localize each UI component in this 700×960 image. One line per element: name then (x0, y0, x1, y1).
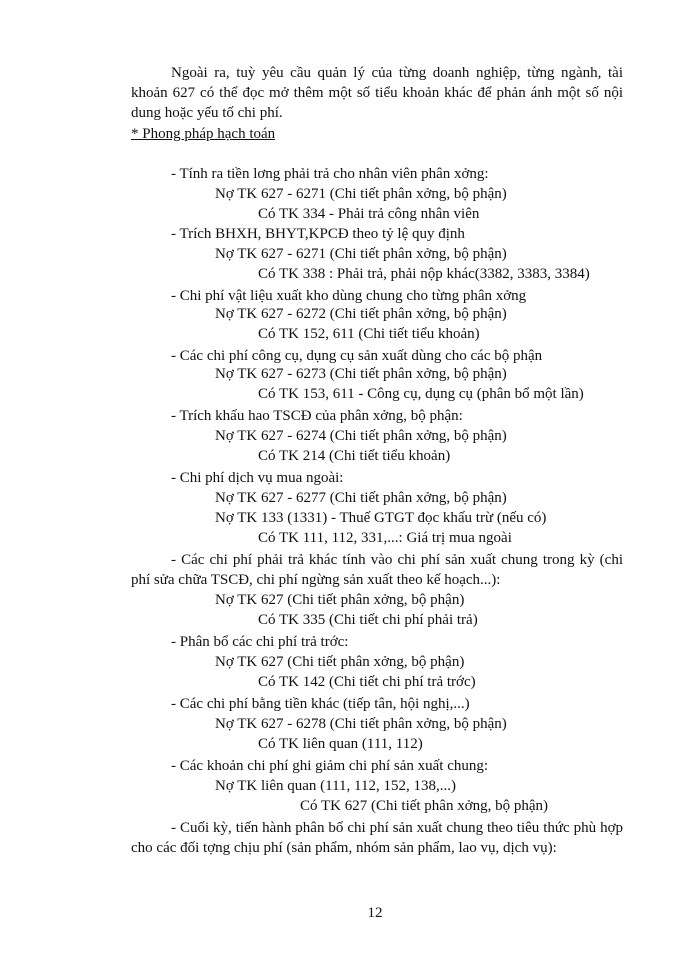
entry-line: Nợ TK 627 - 6274 (Chi tiết phân xởng, bộ phận) (215, 428, 507, 444)
entry-line: - Các chi phí bằng tiền khác (tiếp tân, hội nghị,...) (171, 696, 470, 712)
paragraph-accrued-costs: - Các chi phí phải trả khác tính vào chi phí sản xuất chung trong kỳ (chi phí sửa chữa TSCĐ, chi phí ngừng sản xuất theo kế hoạch...): (131, 552, 623, 588)
entry-line: Có TK 142 (Chi tiết chi phí trả trớc) (258, 674, 476, 690)
entry-line: Nợ TK 627 - 6271 (Chi tiết phân xởng, bộ phận) (215, 246, 507, 262)
entry-line: Nợ TK liên quan (111, 112, 152, 138,...) (215, 778, 456, 794)
entry-line: Nợ TK 627 (Chi tiết phân xởng, bộ phận) (215, 592, 465, 608)
entry-line: - Các khoản chi phí ghi giảm chi phí sản xuất chung: (171, 758, 489, 774)
section-heading: * Phong pháp hạch toán (131, 126, 276, 142)
entry-line: - Các chi phí công cụ, dụng cụ sản xuất dùng cho các bộ phận (171, 348, 543, 364)
paragraph-period-end: - Cuối kỳ, tiến hành phân bổ chi phí sản xuất chung theo tiêu thức phù hợp cho các đối tợng chịu phí (sản phẩm, nhóm sản phẩm, lao vụ, dịch vụ): (131, 820, 623, 856)
entry-line: Nợ TK 627 (Chi tiết phân xởng, bộ phận) (215, 654, 465, 670)
entry-line: Có TK 334 - Phải trả công nhân viên (258, 206, 480, 222)
entry-line: Nợ TK 133 (1331) - Thuế GTGT đọc khấu trừ (nếu có) (215, 510, 547, 526)
intro-paragraph: Ngoài ra, tuỳ yêu cầu quản lý của từng doanh nghiệp, từng ngành, tài khoản 627 có thể đọc mở thêm một số tiểu khoản khác để phản ánh một số nội dung hoặc yếu tố chi phí. (131, 65, 623, 121)
entry-line: Có TK 152, 611 (Chi tiết tiểu khoản) (258, 326, 480, 342)
entry-line: Nợ TK 627 - 6277 (Chi tiết phân xởng, bộ phận) (215, 490, 507, 506)
entry-line: Nợ TK 627 - 6272 (Chi tiết phân xởng, bộ phận) (215, 306, 507, 322)
entry-line: - Chi phí dịch vụ mua ngoài: (171, 470, 344, 486)
entry-line: - Trích khấu hao TSCĐ của phân xởng, bộ phận: (171, 408, 463, 424)
entry-line: - Tính ra tiền lơng phải trả cho nhân viên phân xởng: (171, 166, 489, 182)
entry-line: Nợ TK 627 - 6278 (Chi tiết phân xởng, bộ phận) (215, 716, 507, 732)
page-number: 12 (367, 905, 383, 921)
entry-line: - Phân bổ các chi phí trả trớc: (171, 634, 349, 650)
entry-line: Có TK 153, 611 - Công cụ, dụng cụ (phân bổ một lần) (258, 386, 584, 402)
entry-line: Có TK 335 (Chi tiết chi phí phải trả) (258, 612, 478, 628)
entry-line: Nợ TK 627 - 6273 (Chi tiết phân xởng, bộ phận) (215, 366, 507, 382)
entry-line: Có TK 338 : Phải trả, phải nộp khác(3382, 3383, 3384) (258, 266, 590, 282)
entry-line: - Trích BHXH, BHYT,KPCĐ theo tỷ lệ quy định (171, 226, 465, 242)
entry-line: - Chi phí vật liệu xuất kho dùng chung cho từng phân xởng (171, 288, 527, 304)
entry-line: Có TK 111, 112, 331,...: Giá trị mua ngoài (258, 530, 512, 546)
entry-line: Nợ TK 627 - 6271 (Chi tiết phân xởng, bộ phận) (215, 186, 507, 202)
entry-line: Có TK 627 (Chi tiết phân xởng, bộ phận) (300, 798, 549, 814)
entry-line: Có TK liên quan (111, 112) (258, 736, 423, 752)
entry-line: Có TK 214 (Chi tiết tiểu khoản) (258, 448, 451, 464)
